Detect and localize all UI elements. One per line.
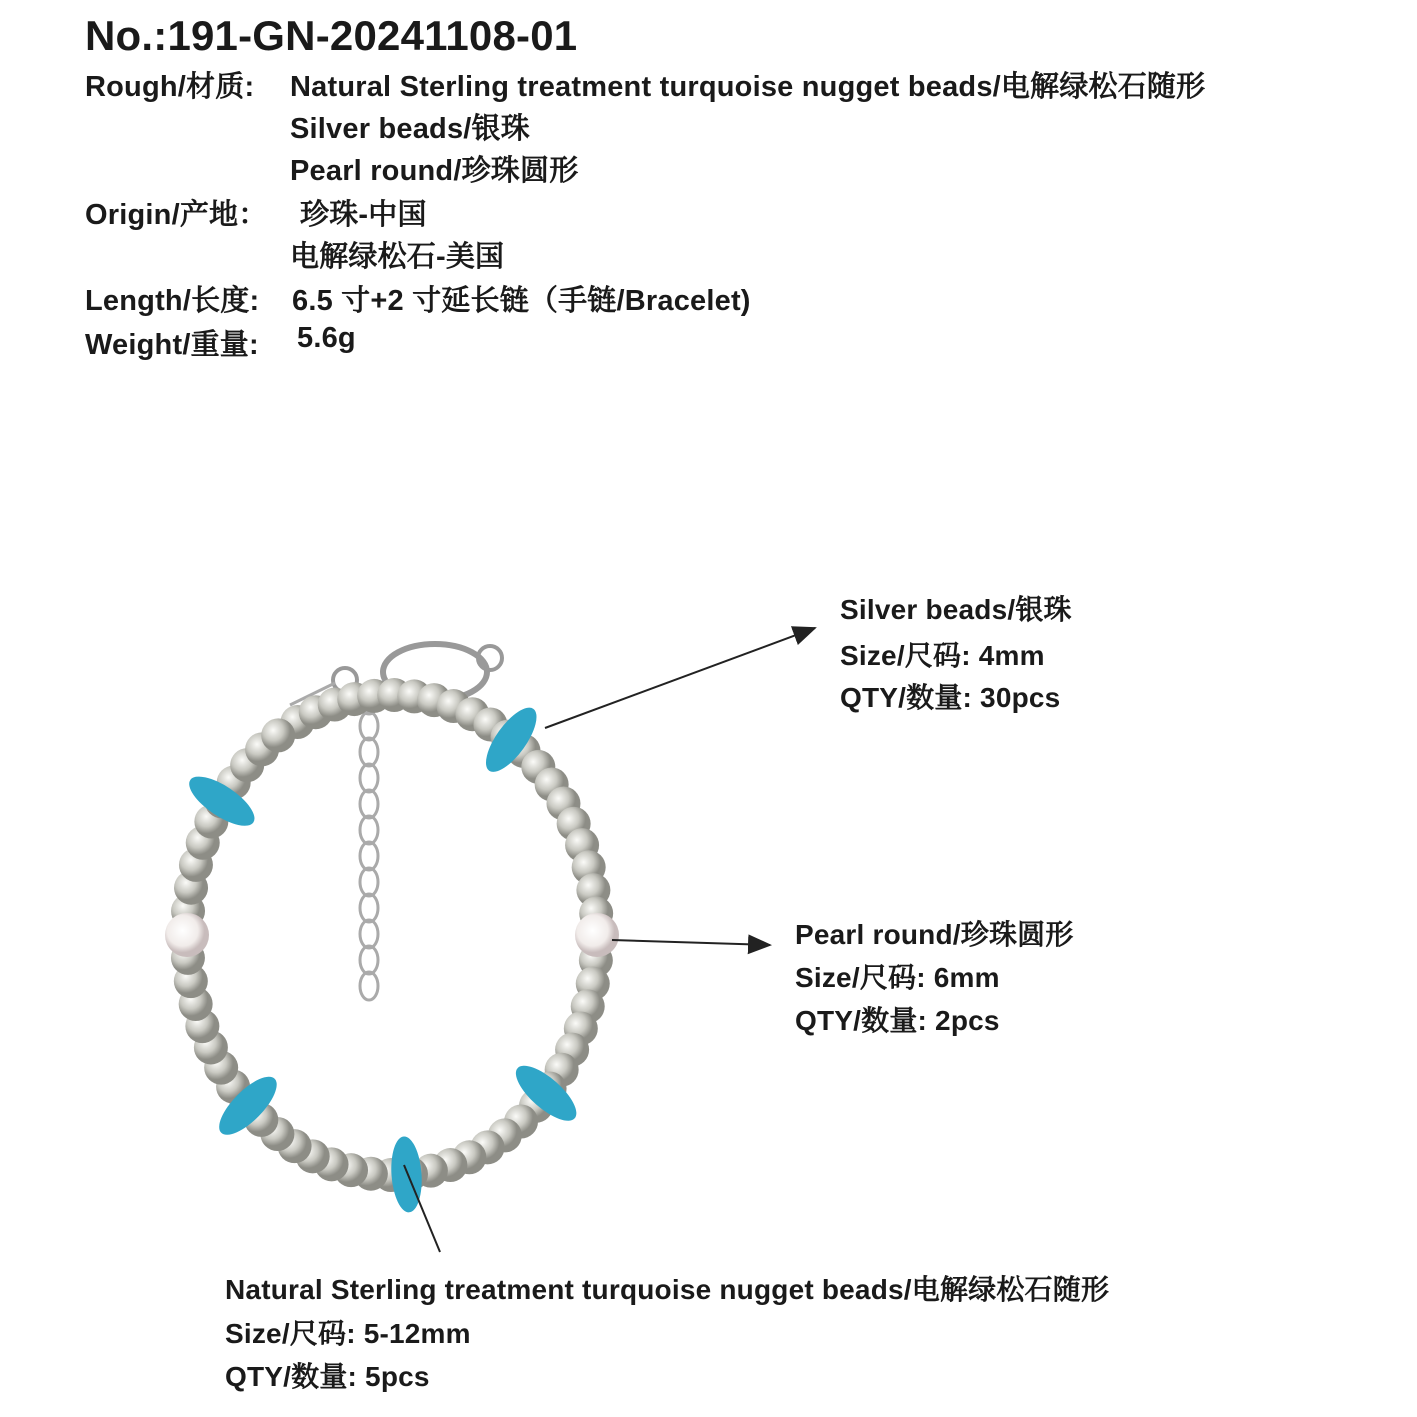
- silver-arrow: [545, 628, 815, 728]
- chain-link: [360, 972, 378, 1000]
- chain-link: [360, 790, 378, 818]
- chain-link: [360, 920, 378, 948]
- turquoise-callout-size: Size/尺码: 5-12mm: [225, 1318, 471, 1349]
- pearl-arrow: [612, 940, 770, 945]
- pearl-callout-qty: QTY/数量: 2pcs: [795, 1005, 1000, 1036]
- rough-value-turquoise: Natural Sterling treatment turquoise nugget beads/电解绿松石随形: [290, 71, 1206, 103]
- length-value: 6.5 寸+2 寸延长链（手链/Bracelet): [292, 285, 751, 317]
- silver-callout-size: Size/尺码: 4mm: [840, 640, 1045, 671]
- chain-link: [360, 816, 378, 844]
- chain-link: [360, 894, 378, 922]
- chain-link: [360, 764, 378, 792]
- chain-link: [360, 738, 378, 766]
- rough-label: Rough/材质:: [85, 71, 255, 103]
- silver-bead: [261, 718, 295, 752]
- length-label: Length/长度:: [85, 285, 260, 317]
- turquoise-callout-qty: QTY/数量: 5pcs: [225, 1361, 430, 1392]
- product-number: No.:191-GN-20241108-01: [85, 12, 578, 59]
- chain-link: [360, 712, 378, 740]
- chain-link: [360, 868, 378, 896]
- extender-chain: [360, 686, 378, 1000]
- silver-callout-qty: QTY/数量: 30pcs: [840, 682, 1061, 713]
- chain-link: [360, 946, 378, 974]
- pearl-bead: [165, 913, 209, 957]
- weight-value: 5.6g: [297, 322, 356, 354]
- origin-label: Origin/产地：: [85, 199, 268, 231]
- origin-value-pearl: 珍珠-中国: [300, 199, 427, 231]
- weight-label: Weight/重量:: [85, 329, 259, 361]
- rough-value-pearl: Pearl round/珍珠圆形: [290, 155, 579, 187]
- pearl-bead: [575, 913, 619, 957]
- pearl-callout-size: Size/尺码: 6mm: [795, 962, 1000, 993]
- turquoise-callout-name: Natural Sterling treatment turquoise nugget beads/电解绿松石随形: [225, 1274, 1110, 1305]
- silver-callout-name: Silver beads/银珠: [840, 594, 1072, 625]
- chain-link: [360, 842, 378, 870]
- origin-value-turquoise: 电解绿松石-美国: [290, 241, 505, 273]
- pearl-callout-name: Pearl round/珍珠圆形: [795, 919, 1074, 950]
- rough-value-silver: Silver beads/银珠: [290, 113, 530, 145]
